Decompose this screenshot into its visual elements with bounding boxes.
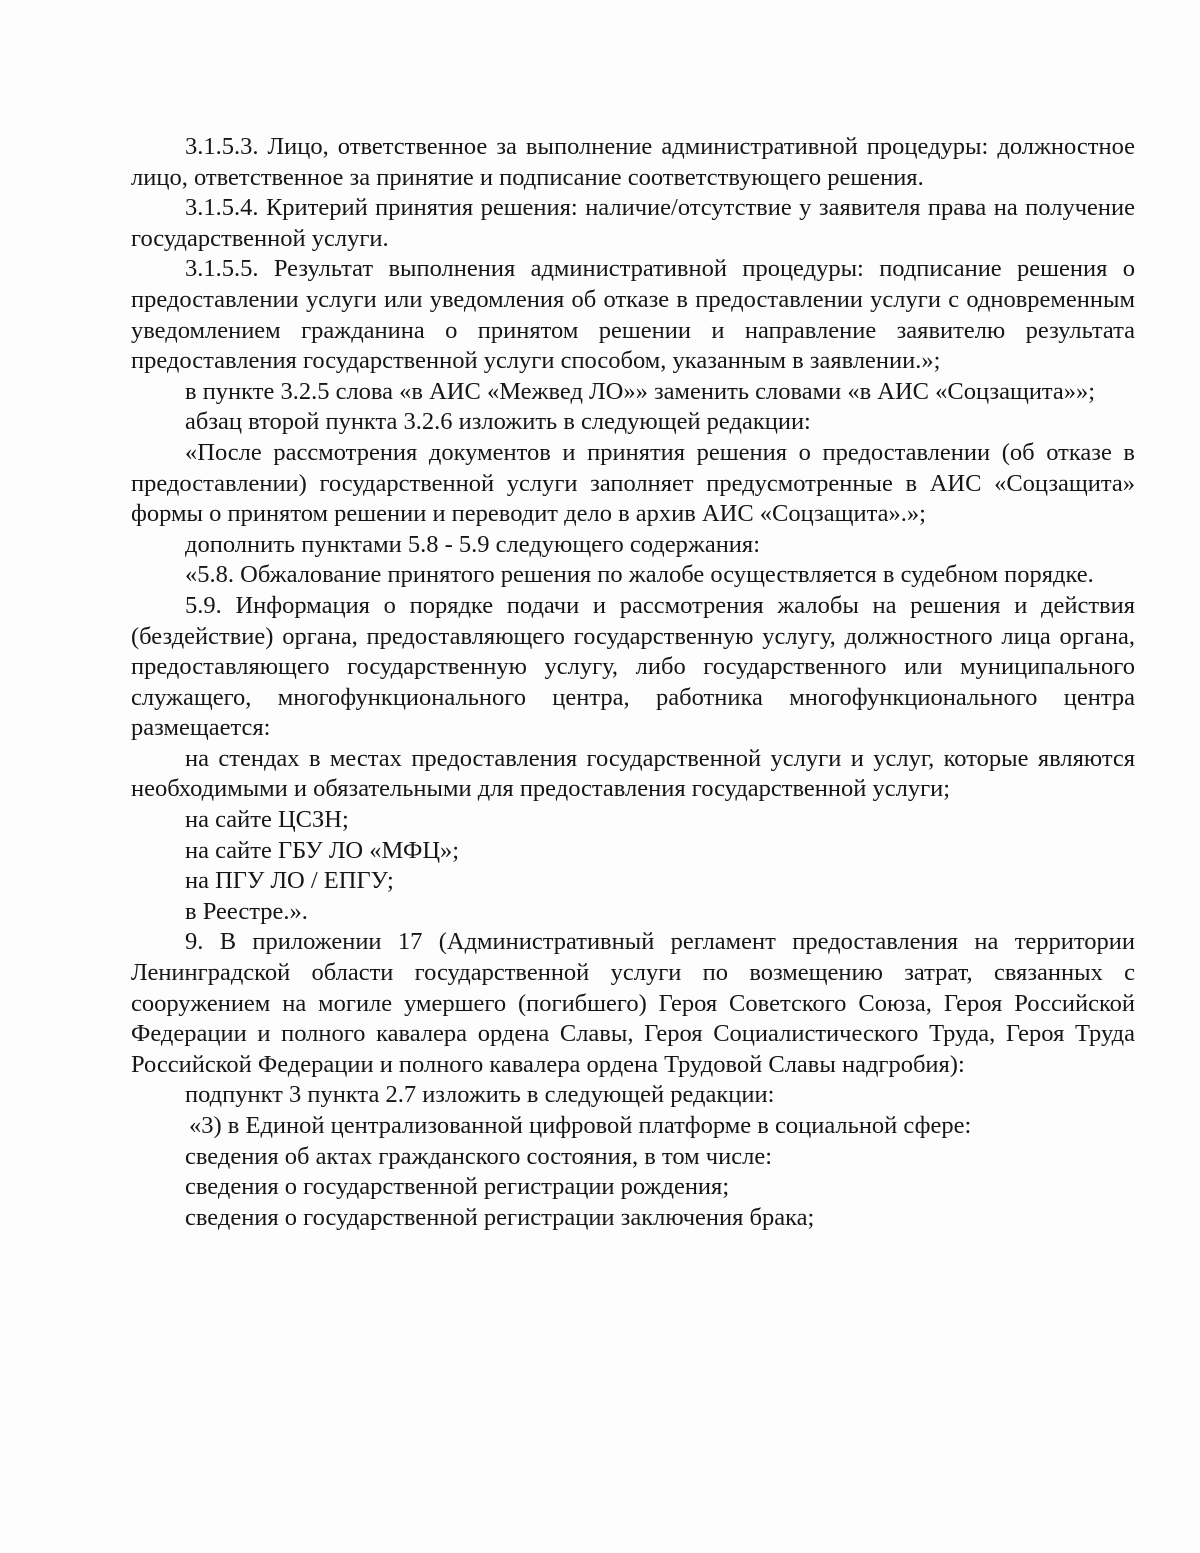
list-item-civil-acts: сведения об актах гражданского состояния, в том числе: bbox=[185, 1142, 772, 1170]
list-item-birth-registration: сведения о государственной регистрации рождения; bbox=[185, 1173, 730, 1201]
list-item-cszn-site: на сайте ЦСЗН; bbox=[185, 806, 349, 834]
paragraph-3-1-5-5: 3.1.5.5. Результат выполнения административной процедуры: подписание решения о предоставлении услуги или уведомления об отказе в предоставлении услуги с одновременным уведомлением гражданина о принятом решении и направление заявителю результата предоставления государственной услуги способом, указанным в заявлении.»; bbox=[131, 255, 1135, 375]
list-item-registry: в Реестре.». bbox=[185, 897, 308, 925]
paragraph-3-2-5-amendment: в пункте 3.2.5 слова «в АИС «Межвед ЛО»» заменить словами «в АИС «Соцзащита»»; bbox=[185, 377, 1096, 405]
list-item-stands: на стендах в местах предоставления государственной услуги и услуг, которые являются необходимыми и обязательными для предоставления государственной услуги; bbox=[131, 744, 1135, 803]
list-item-mfc-site: на сайте ГБУ ЛО «МФЦ»; bbox=[185, 836, 460, 864]
paragraph-3-2-6-new-text: «После рассмотрения документов и принятия решения о предоставлении (об отказе в предоставлении) государственной услуги заполняет предусмотренные в АИС «Соцзащита» формы о принятом решении и переводит дело в архив АИС «Соцзащита».»; bbox=[131, 438, 1135, 528]
paragraph-3-1-5-4: 3.1.5.4. Критерий принятия решения: наличие/отсутствие у заявителя права на получение государственной услуги. bbox=[131, 194, 1135, 252]
paragraph-add-5-8-5-9: дополнить пунктами 5.8 - 5.9 следующего содержания: bbox=[185, 530, 760, 558]
list-item-marriage-registration: сведения о государственной регистрации заключения брака; bbox=[185, 1203, 815, 1231]
paragraph-9-appendix-17: 9. В приложении 17 (Административный регламент предоставления на территории Ленинградской области государственной услуги по возмещению затрат, связанных с сооружением на могиле умершего (погибшего) Героя Советского Союза, Героя Российской Федерации и полного кавалера ордена Славы, Героя Социалистического Труда, Героя Труда Российской Федерации и полного кавалера ордена Трудовой Славы надгробия): bbox=[131, 928, 1135, 1078]
paragraph-5-9: 5.9. Информация о порядке подачи и рассмотрения жалобы на решения и действия (бездействие) органа, предоставляющего государственную услугу, должностного лица органа, предоставляющего государственную услугу, либо государственного или муниципального служащего, многофункционального центра, работника многофункционального центра размещается: bbox=[131, 591, 1135, 742]
paragraph-2-7-amendment: подпункт 3 пункта 2.7 изложить в следующей редакции: bbox=[185, 1081, 775, 1109]
paragraph-5-8: «5.8. Обжалование принятого решения по жалобе осуществляется в судебном порядке. bbox=[185, 561, 1094, 589]
paragraph-sub-3: «3) в Единой централизованной цифровой платформе в социальной сфере: bbox=[189, 1112, 972, 1139]
list-item-pgu: на ПГУ ЛО / ЕПГУ; bbox=[185, 867, 394, 895]
paragraph-3-2-6-amendment: абзац второй пункта 3.2.6 изложить в следующей редакции: bbox=[185, 408, 811, 436]
paragraph-3-1-5-3: 3.1.5.3. Лицо, ответственное за выполнение административной процедуры: должностное лицо, ответственное за принятие и подписание соответствующего решения. bbox=[131, 133, 1135, 191]
document-body bbox=[131, 132, 1135, 1233]
